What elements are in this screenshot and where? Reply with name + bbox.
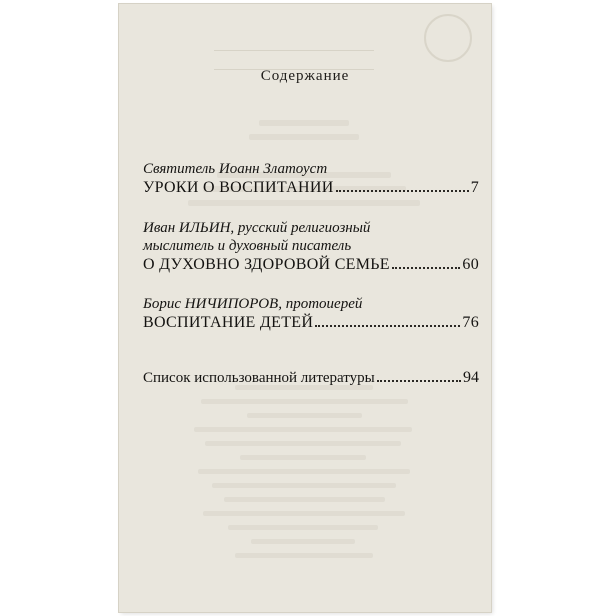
toc-title-row [143, 368, 479, 388]
toc-title-row [143, 255, 479, 275]
toc-entry[interactable] [143, 368, 479, 388]
toc-title-row [143, 313, 479, 333]
toc-author: Иван ИЛЬИН, русский религиозный [143, 220, 371, 236]
bleed-through-imprint [189, 376, 419, 567]
toc-author: мыслитель и духовный писатель [143, 238, 352, 254]
bleed-through-seal [424, 14, 472, 62]
toc-page-number: 7 [470, 179, 479, 196]
toc-entry[interactable] [143, 219, 479, 275]
toc-heading: Содержание [260, 68, 350, 84]
toc-title: Список использованной литературы [143, 370, 375, 386]
toc-page-number: 94 [463, 369, 479, 386]
leader-dots [336, 190, 469, 192]
toc-title-row [143, 178, 479, 198]
leader-dots [392, 267, 461, 269]
bleed-through-text [239, 112, 369, 148]
toc-title: УРОКИ О ВОСПИТАНИИ [143, 179, 334, 196]
book-page [119, 4, 491, 612]
toc-author: Святитель Иоанн Златоуст [143, 161, 328, 177]
toc-entry[interactable] [143, 160, 479, 198]
toc-page-number: 76 [462, 314, 479, 331]
leader-dots [377, 380, 461, 382]
toc-page-number: 60 [462, 256, 479, 273]
toc-title: О ДУХОВНО ЗДОРОВОЙ СЕМЬЕ [143, 256, 390, 273]
toc-author: Борис НИЧИПОРОВ, протоиерей [143, 296, 363, 312]
leader-dots [315, 325, 460, 327]
bleed-through-text [214, 38, 374, 70]
toc-entry[interactable] [143, 295, 479, 333]
toc-title: ВОСПИТАНИЕ ДЕТЕЙ [143, 314, 314, 331]
